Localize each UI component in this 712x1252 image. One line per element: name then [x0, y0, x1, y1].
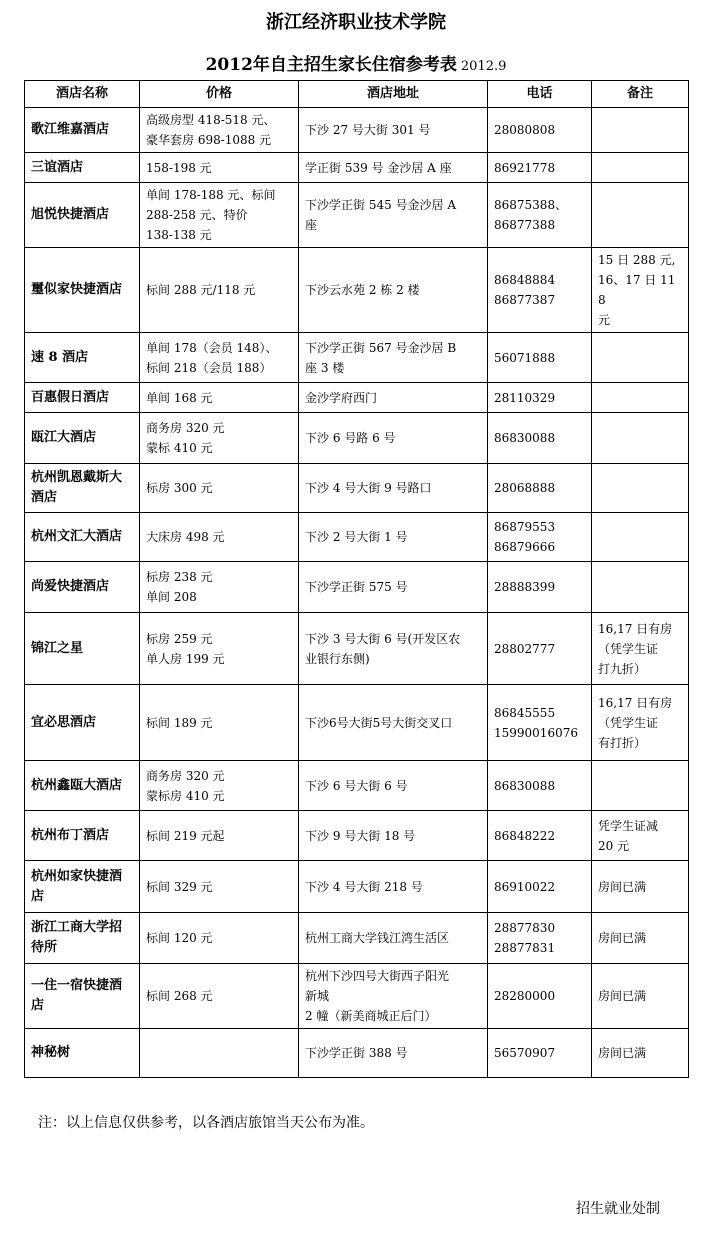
price-line: 商务房 320 元: [146, 421, 225, 435]
address-line: 下沙 6 号大街 6 号: [305, 778, 408, 793]
hotel-name-cell: 杭州文汇大酒店: [25, 513, 140, 562]
note-cell: [592, 861, 689, 913]
phone-cell: [488, 861, 592, 913]
note-cell: [592, 108, 689, 153]
price-cell: [140, 861, 299, 913]
address-cell: [299, 383, 488, 413]
address-cell: [299, 333, 488, 383]
address-cell: [299, 685, 488, 761]
table-header-row: [25, 81, 689, 108]
col-header-phone: 电话: [488, 81, 592, 108]
address-line: 下沙学正街 567 号金沙居 B: [305, 340, 457, 355]
address-cell: [299, 861, 488, 913]
address-line: 下沙学正街 545 号金沙居 A: [305, 198, 457, 212]
note-cell: [592, 1029, 689, 1078]
price-line: 商务房 320 元: [146, 768, 225, 783]
subtitle-date: 2012.9: [460, 59, 507, 74]
price-line: 标间 219 元起: [146, 828, 225, 843]
price-line: 蒙标 410 元: [146, 441, 213, 455]
col-header-price: 价格: [140, 81, 299, 108]
address-cell: [299, 613, 488, 685]
table-body: [25, 108, 689, 1078]
table-row: [25, 964, 689, 1029]
phone-cell: [488, 1029, 592, 1078]
address-cell: [299, 513, 488, 562]
price-line: 单人房 199 元: [146, 651, 225, 666]
hotel-name-cell: 浙江工商大学招待所: [25, 913, 140, 964]
note-line: 房间已满: [598, 1046, 647, 1060]
price-line: 大床房 498 元: [146, 530, 225, 544]
phone-line: 86910022: [494, 879, 556, 894]
note-cell: [592, 383, 689, 413]
phone-cell: [488, 613, 592, 685]
phone-line: 86879666: [494, 540, 556, 554]
price-cell: [140, 108, 299, 153]
table-row: [25, 183, 689, 248]
phone-cell: [488, 248, 592, 333]
hotel-table: [24, 80, 689, 1078]
price-line: 标房 300 元: [146, 481, 213, 495]
price-cell: [140, 333, 299, 383]
address-cell: [299, 153, 488, 183]
address-line: 下沙6号大街5号大街交叉口: [305, 715, 453, 730]
price-cell: [140, 1029, 299, 1078]
phone-line: 86877387: [494, 293, 556, 307]
phone-cell: [488, 464, 592, 513]
price-line: 138-138 元: [146, 228, 212, 242]
table-row: [25, 613, 689, 685]
address-line: 下沙 27 号大街 301 号: [305, 123, 431, 137]
address-line: 业银行东侧): [305, 651, 370, 666]
note-line: （凭学生证: [598, 641, 659, 656]
price-line: 标间 120 元: [146, 931, 213, 945]
price-line: 标房 259 元: [146, 631, 213, 646]
phone-cell: [488, 513, 592, 562]
address-line: 座 3 楼: [305, 360, 345, 375]
price-cell: [140, 183, 299, 248]
price-cell: [140, 513, 299, 562]
col-header-name: 酒店名称: [25, 81, 140, 108]
note-cell: [592, 248, 689, 333]
price-line: 单间 168 元: [146, 390, 213, 405]
note-cell: [592, 811, 689, 861]
price-cell: [140, 153, 299, 183]
price-line: 蒙标房 410 元: [146, 788, 225, 803]
note-cell: [592, 562, 689, 613]
address-cell: [299, 562, 488, 613]
address-line: 学正街 539 号 金沙居 A 座: [305, 160, 452, 175]
phone-cell: [488, 964, 592, 1029]
note-cell: [592, 761, 689, 811]
address-cell: [299, 1029, 488, 1078]
hotel-name-cell: 歌江维嘉酒店: [25, 108, 140, 153]
note-line: 16,17 日有房: [598, 695, 673, 710]
hotel-name-cell: 一住一宿快捷酒店: [25, 964, 140, 1029]
document-title: 浙江经济职业技术学院: [266, 12, 446, 33]
price-cell: [140, 761, 299, 811]
hotel-name-cell: 三谊酒店: [25, 153, 140, 183]
address-line: 新城: [305, 989, 330, 1003]
note-line: （凭学生证: [598, 715, 659, 730]
footer-signature: 招生就业处制: [576, 1201, 660, 1217]
price-line: 标房 238 元: [146, 570, 213, 584]
price-line: 288-258 元、特价: [146, 208, 248, 222]
phone-line: 86848884: [494, 273, 556, 287]
note-cell: [592, 153, 689, 183]
address-cell: [299, 913, 488, 964]
subtitle-text: 2012年自主招生家长住宿参考表: [205, 55, 457, 75]
phone-line: 28877830: [494, 921, 556, 935]
note-cell: [592, 333, 689, 383]
phone-line: 28068888: [494, 481, 556, 495]
address-line: 2 幢（新美商城正后门）: [305, 1009, 437, 1023]
note-line: 元: [598, 313, 611, 327]
price-line: 标间 189 元: [146, 715, 213, 730]
note-cell: [592, 413, 689, 464]
document-subtitle: [0, 50, 712, 75]
hotel-name-cell: 杭州凯恩戴斯大酒店: [25, 464, 140, 513]
phone-cell: [488, 333, 592, 383]
phone-line: 86830088: [494, 778, 556, 793]
address-cell: [299, 108, 488, 153]
hotel-name-cell: 神秘树: [25, 1029, 140, 1078]
hotel-name-cell: 尚爱快捷酒店: [25, 562, 140, 613]
footer-note: 注：以上信息仅供参考，以各酒店旅馆当天公布为准。: [38, 1115, 374, 1131]
table-row: [25, 913, 689, 964]
price-line: 单间 208: [146, 590, 197, 604]
address-line: 杭州下沙四号大街西子阳光: [305, 969, 450, 983]
phone-line: 86830088: [494, 431, 556, 445]
phone-line: 86845555: [494, 705, 556, 720]
hotel-name-cell: 宜必思酒店: [25, 685, 140, 761]
phone-cell: [488, 761, 592, 811]
address-cell: [299, 761, 488, 811]
note-line: 16、17 日 118: [598, 273, 676, 307]
table-row: [25, 383, 689, 413]
col-header-note: 备注: [592, 81, 689, 108]
phone-cell: [488, 811, 592, 861]
phone-cell: [488, 153, 592, 183]
address-line: 下沙云水苑 2 栋 2 楼: [305, 283, 420, 297]
hotel-name-cell: 杭州如家快捷酒店: [25, 861, 140, 913]
phone-line: 15990016076: [494, 725, 578, 740]
table-row: [25, 513, 689, 562]
phone-line: 28877831: [494, 941, 556, 955]
hotel-name-cell: 杭州鑫瓯大酒店: [25, 761, 140, 811]
phone-line: 28110329: [494, 390, 556, 405]
price-cell: [140, 383, 299, 413]
phone-line: 86875388、: [494, 198, 568, 212]
phone-line: 86921778: [494, 160, 556, 175]
phone-cell: [488, 108, 592, 153]
note-line: 房间已满: [598, 989, 647, 1003]
phone-line: 28802777: [494, 641, 556, 656]
table-row: [25, 413, 689, 464]
note-cell: [592, 464, 689, 513]
note-line: 打九折）: [598, 661, 647, 676]
price-cell: [140, 464, 299, 513]
phone-line: 86877388: [494, 218, 556, 232]
phone-line: 28080808: [494, 123, 556, 137]
table-row: [25, 108, 689, 153]
phone-line: 86879553: [494, 520, 556, 534]
address-cell: [299, 964, 488, 1029]
address-cell: [299, 183, 488, 248]
table-row: [25, 811, 689, 861]
phone-line: 56570907: [494, 1046, 556, 1060]
address-line: 下沙 3 号大街 6 号(开发区农: [305, 631, 461, 646]
note-line: 房间已满: [598, 879, 647, 894]
price-line: 高级房型 418-518 元、: [146, 113, 276, 127]
hotel-name-cell: 璽似家快捷酒店: [25, 248, 140, 333]
note-line: 凭学生证减: [598, 818, 659, 833]
price-cell: [140, 811, 299, 861]
col-header-address: 酒店地址: [299, 81, 488, 108]
phone-cell: [488, 413, 592, 464]
phone-line: 28888399: [494, 580, 556, 594]
address-line: 座: [305, 218, 318, 232]
note-cell: [592, 685, 689, 761]
price-cell: [140, 562, 299, 613]
phone-cell: [488, 913, 592, 964]
price-line: 标间 288 元/118 元: [146, 283, 256, 297]
address-line: 金沙学府西门: [305, 390, 378, 405]
note-line: 有打折）: [598, 735, 647, 750]
price-line: 158-198 元: [146, 160, 212, 175]
hotel-name-cell: 锦江之星: [25, 613, 140, 685]
table-row: [25, 153, 689, 183]
phone-line: 28280000: [494, 989, 556, 1003]
address-line: 下沙 6 号路 6 号: [305, 431, 396, 445]
note-cell: [592, 513, 689, 562]
price-cell: [140, 248, 299, 333]
price-line: 标间 268 元: [146, 989, 213, 1003]
address-cell: [299, 464, 488, 513]
note-cell: [592, 613, 689, 685]
address-line: 下沙 9 号大街 18 号: [305, 828, 416, 843]
address-cell: [299, 811, 488, 861]
table-row: [25, 861, 689, 913]
address-line: 下沙 4 号大街 9 号路口: [305, 481, 432, 495]
address-line: 下沙 4 号大街 218 号: [305, 879, 423, 894]
table-row: [25, 464, 689, 513]
price-cell: [140, 685, 299, 761]
hotel-name-cell: 百惠假日酒店: [25, 383, 140, 413]
table-row: [25, 1029, 689, 1078]
hotel-name-cell: 杭州布丁酒店: [25, 811, 140, 861]
note-cell: [592, 183, 689, 248]
table-row: [25, 248, 689, 333]
hotel-name-cell: 旭悦快捷酒店: [25, 183, 140, 248]
note-line: 20 元: [598, 838, 630, 853]
note-line: 15 日 288 元,: [598, 253, 676, 267]
table-row: [25, 685, 689, 761]
phone-cell: [488, 383, 592, 413]
price-line: 单间 178-188 元、标间: [146, 188, 276, 202]
price-line: 单间 178（会员 148）、: [146, 340, 278, 355]
phone-line: 86848222: [494, 828, 556, 843]
note-line: 16,17 日有房: [598, 621, 673, 636]
phone-cell: [488, 562, 592, 613]
note-cell: [592, 913, 689, 964]
address-line: 下沙 2 号大街 1 号: [305, 530, 408, 544]
note-line: 房间已满: [598, 931, 647, 945]
price-cell: [140, 613, 299, 685]
hotel-name-cell: 瓯江大酒店: [25, 413, 140, 464]
phone-cell: [488, 183, 592, 248]
phone-cell: [488, 685, 592, 761]
price-line: 标间 329 元: [146, 879, 213, 894]
address-line: 下沙学正街 575 号: [305, 580, 408, 594]
price-cell: [140, 913, 299, 964]
address-line: 下沙学正街 388 号: [305, 1046, 408, 1060]
price-cell: [140, 413, 299, 464]
note-cell: [592, 964, 689, 1029]
address-cell: [299, 413, 488, 464]
price-line: 标间 218（会员 188）: [146, 360, 272, 375]
price-cell: [140, 964, 299, 1029]
hotel-name-cell: 速 8 酒店: [25, 333, 140, 383]
price-line: 豪华套房 698-1088 元: [146, 133, 272, 147]
table-row: [25, 761, 689, 811]
phone-line: 56071888: [494, 350, 556, 365]
address-line: 杭州工商大学钱江湾生活区: [305, 931, 450, 945]
table-row: [25, 562, 689, 613]
table-row: [25, 333, 689, 383]
address-cell: [299, 248, 488, 333]
